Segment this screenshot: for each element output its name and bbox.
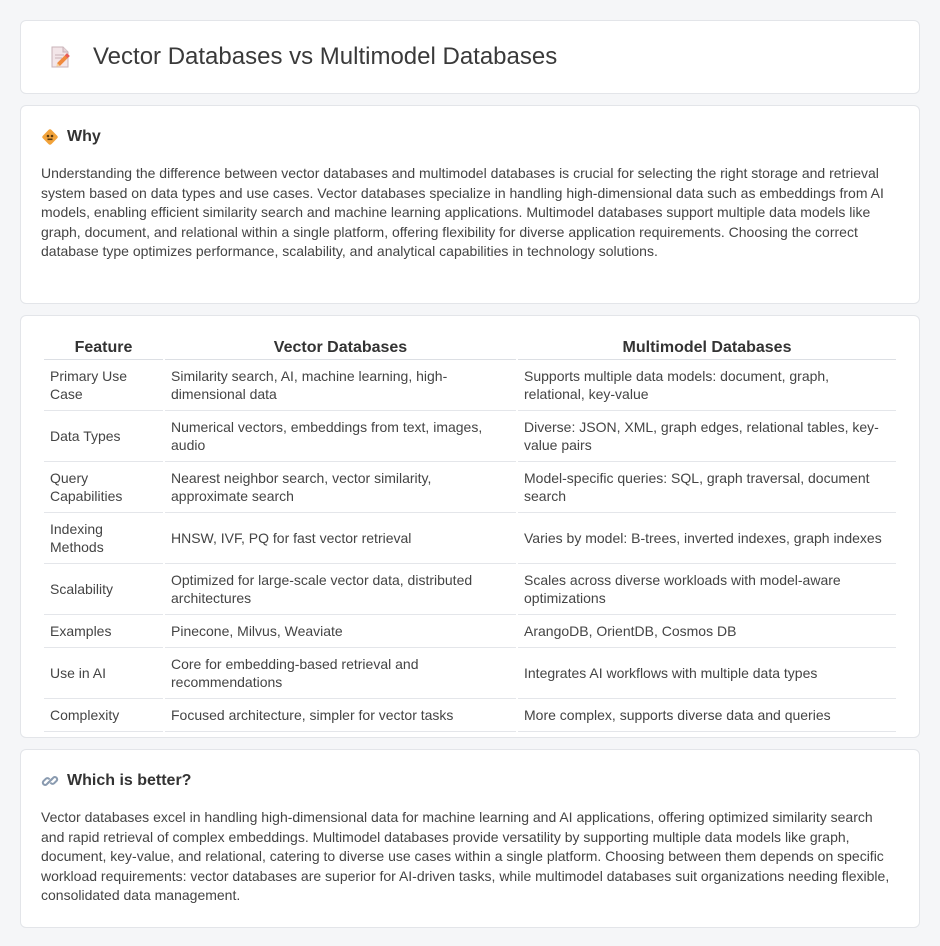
cell-multimodel: Integrates AI workflows with multiple data types	[518, 648, 896, 699]
cell-feature: Complexity	[44, 699, 163, 732]
table-row	[44, 462, 896, 513]
cell-vector: Core for embedding-based retrieval and recommendations	[165, 648, 516, 699]
comparison-table-card	[20, 315, 920, 738]
cell-feature: Use in AI	[44, 648, 163, 699]
table-row	[44, 648, 896, 699]
cell-multimodel: Model-specific queries: SQL, graph traversal, document search	[518, 462, 896, 513]
cell-feature: Indexing Methods	[44, 513, 163, 564]
cell-feature: Scalability	[44, 564, 163, 615]
cell-multimodel: More complex, supports diverse data and queries	[518, 699, 896, 732]
cell-feature: Examples	[44, 615, 163, 648]
table-header-row	[44, 336, 896, 360]
table-row	[44, 699, 896, 732]
link-icon	[41, 772, 59, 790]
which-section	[20, 749, 920, 928]
diamond-sign-icon	[41, 128, 59, 146]
why-title: Why	[67, 128, 101, 145]
why-section	[20, 105, 920, 304]
header-vector: Vector Databases	[165, 336, 516, 360]
table-row	[44, 513, 896, 564]
title-card	[20, 20, 920, 94]
cell-vector: Pinecone, Milvus, Weaviate	[165, 615, 516, 648]
cell-feature: Primary Use Case	[44, 360, 163, 411]
header-multimodel: Multimodel Databases	[518, 336, 896, 360]
which-text: Vector databases excel in handling high-dimensional data for machine learning and AI applications, offering optimized similarity search and rapid retrieval of complex embeddings. Multimodel databases provide versatility by supporting multiple data models like graph, document, key-value, and relational, catering to diverse use cases within a single platform. Choosing between them depends on specific workload requirements: vector databases are superior for AI-driven tasks, while multimodel databases suit organizations needing flexible, consolidated data management.	[41, 809, 890, 903]
table-row	[44, 360, 896, 411]
cell-feature: Data Types	[44, 411, 163, 462]
cell-multimodel: Scales across diverse workloads with model-aware optimizations	[518, 564, 896, 615]
table-row	[44, 411, 896, 462]
cell-vector: Optimized for large-scale vector data, distributed architectures	[165, 564, 516, 615]
cell-feature: Query Capabilities	[44, 462, 163, 513]
cell-multimodel: ArangoDB, OrientDB, Cosmos DB	[518, 615, 896, 648]
cell-vector: Numerical vectors, embeddings from text, images, audio	[165, 411, 516, 462]
cell-vector: Similarity search, AI, machine learning, high-dimensional data	[165, 360, 516, 411]
cell-vector: Nearest neighbor search, vector similarity, approximate search	[165, 462, 516, 513]
cell-vector: Focused architecture, simpler for vector tasks	[165, 699, 516, 732]
page-title: Vector Databases vs Multimodel Databases	[93, 43, 558, 70]
cell-vector: HNSW, IVF, PQ for fast vector retrieval	[165, 513, 516, 564]
table-row	[44, 615, 896, 648]
why-text: Understanding the difference between vector databases and multimodel databases is crucial for selecting the right storage and retrieval system based on data types and use cases. Vector databases specialize in handling high-dimensional data such as embeddings from AI models, enabling efficient similarity search and machine learning applications. Multimodel databases support multiple data models like graph, document, and relational within a single platform, offering flexibility for diverse application requirements. Choosing the correct database type optimizes performance, scalability, and analytical capabilities in technology solutions.	[41, 165, 884, 259]
header-feature: Feature	[44, 336, 163, 360]
which-title: Which is better?	[67, 772, 192, 789]
cell-multimodel: Supports multiple data models: document, graph, relational, key-value	[518, 360, 896, 411]
comparison-table	[42, 336, 898, 732]
document-pencil-icon	[45, 42, 75, 72]
cell-multimodel: Diverse: JSON, XML, graph edges, relational tables, key-value pairs	[518, 411, 896, 462]
cell-multimodel: Varies by model: B-trees, inverted indexes, graph indexes	[518, 513, 896, 564]
table-row	[44, 564, 896, 615]
